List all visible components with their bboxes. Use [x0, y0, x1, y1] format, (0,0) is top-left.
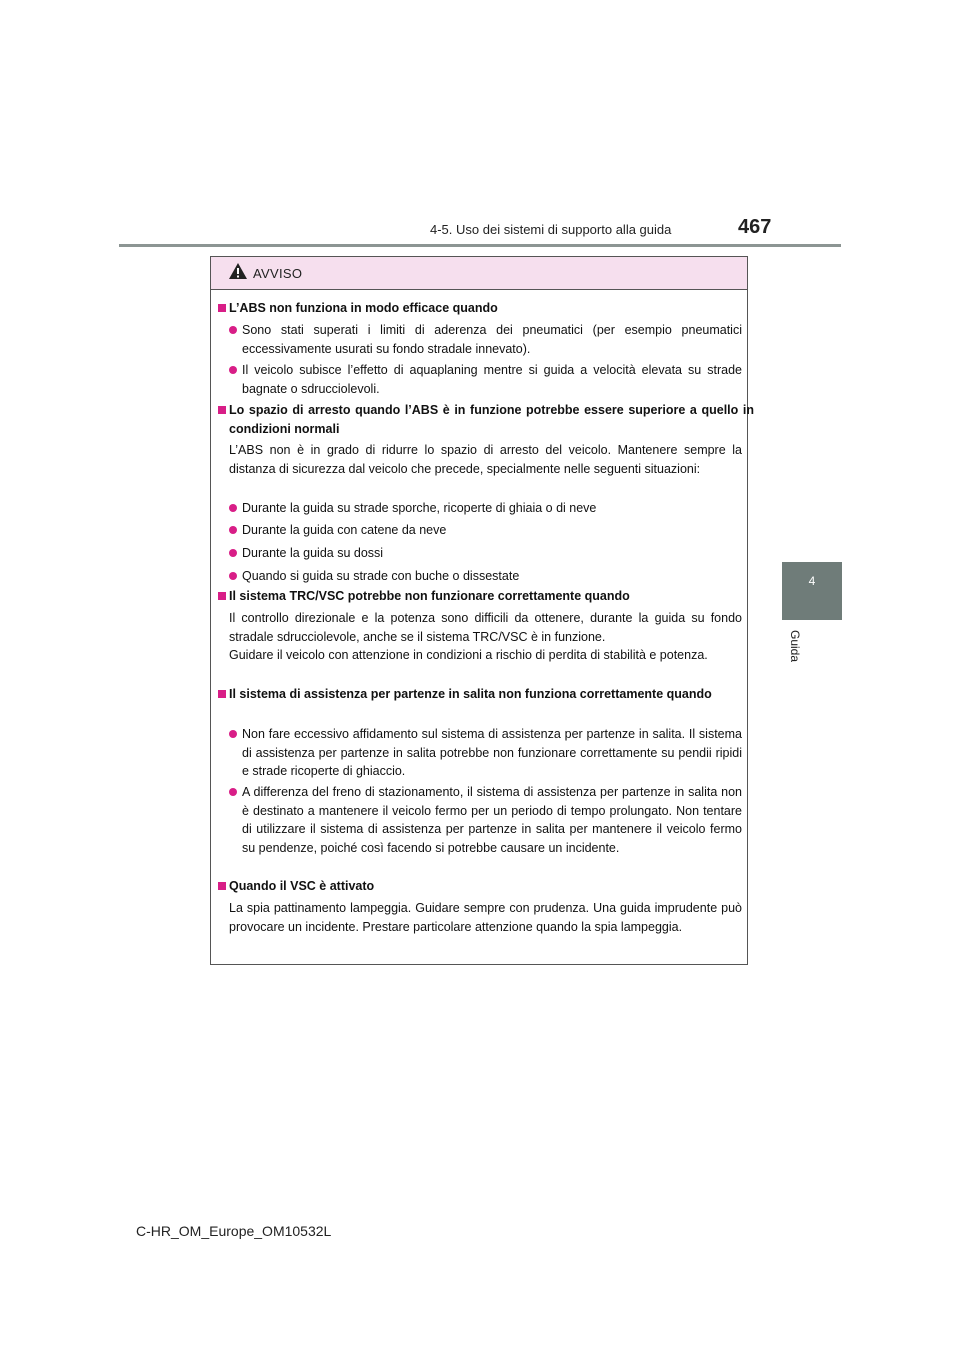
- paragraph: Guidare il veicolo con attenzione in condizioni a rischio di perdita di stabilità e potenza.: [229, 648, 708, 662]
- round-bullet-icon: [229, 788, 237, 796]
- list-item: [229, 783, 742, 857]
- square-bullet-icon: [218, 690, 226, 698]
- list-item-text: A differenza del freno di stazionamento, il sistema di assistenza per partenze in salita non è destinato a mantenere il veicolo fermo per un periodo di tempo prolungato. Non tentare di utilizzare il sistema di assistenza per partenze in salita per mantenere il veicolo fermo su pendenze, poiché così facendo si potrebbe causare un incidente.: [242, 785, 742, 855]
- round-bullet-icon: [229, 326, 237, 334]
- chapter-number: 4: [808, 574, 816, 588]
- list-item: [229, 544, 742, 563]
- list-item-text: Il veicolo subisce l’effetto di aquaplaning mentre si guida a velocità elevata su strade bagnate o sdrucciolevoli.: [242, 363, 742, 396]
- warning-title: AVVISO: [253, 266, 303, 281]
- page-number: 467: [738, 216, 772, 238]
- section-heading-text: Il sistema di assistenza per partenze in salita non funziona correttamente quando: [229, 687, 712, 701]
- section-heading: [218, 587, 754, 606]
- section-heading: [218, 685, 754, 704]
- list-item-text: Non fare eccessivo affidamento sul sistema di assistenza per partenze in salita. Il sistema di assistenza per partenze in salita potrebbe non funzionare correttamente su pendii ripidi e strade ricoperte di ghiaccio.: [242, 727, 742, 778]
- header-rule: [119, 244, 841, 247]
- list-item: [229, 567, 742, 586]
- list-item-text: Sono stati superati i limiti di aderenza dei pneumatici (per esempio pneumatici eccessivamente usurati su fondo stradale innevato).: [242, 323, 742, 356]
- list-item-text: Quando si guida su strade con buche o dissestate: [242, 569, 520, 583]
- chapter-label-text: Guida: [788, 630, 802, 663]
- square-bullet-icon: [218, 304, 226, 312]
- paragraph: L’ABS non è in grado di ridurre lo spazio di arresto del veicolo. Mantenere sempre la distanza di sicurezza dal veicolo che precede, specialmente nelle seguenti situazioni:: [229, 443, 742, 476]
- round-bullet-icon: [229, 730, 237, 738]
- list-item: [229, 361, 742, 398]
- square-bullet-icon: [218, 592, 226, 600]
- list-item-text: Durante la guida su dossi: [242, 546, 384, 560]
- section-heading: [218, 299, 754, 318]
- round-bullet-icon: [229, 549, 237, 557]
- paragraph: La spia pattinamento lampeggia. Guidare sempre con prudenza. Una guida imprudente può provocare un incidente. Prestare particolare attenzione quando la spia lampeggia.: [229, 901, 742, 934]
- chapter-tab: [782, 562, 842, 620]
- square-bullet-icon: [218, 406, 226, 414]
- section-heading-text: L’ABS non funziona in modo efficace quando: [229, 301, 498, 315]
- list-item-text: Durante la guida su strade sporche, ricoperte di ghiaia o di neve: [242, 501, 597, 515]
- warning-header: [211, 257, 747, 290]
- section-heading-text: Quando il VSC è attivato: [229, 879, 375, 893]
- section-heading-text: Lo spazio di arresto quando l’ABS è in funzione potrebbe essere superiore a quello in condizioni normali: [229, 403, 754, 436]
- list-item: [229, 725, 742, 781]
- list-item: [229, 521, 742, 540]
- paragraph: Il controllo direzionale e la potenza sono difficili da ottenere, durante la guida su fondo stradale sdrucciolevole, anche se il sistema TRC/VSC è in funzione.: [229, 611, 742, 644]
- square-bullet-icon: [218, 882, 226, 890]
- list-item: [229, 321, 742, 358]
- round-bullet-icon: [229, 572, 237, 580]
- list-item-text: Durante la guida con catene da neve: [242, 523, 447, 537]
- section-heading: [218, 877, 754, 896]
- document-code: C-HR_OM_Europe_OM10532L: [136, 1223, 332, 1239]
- round-bullet-icon: [229, 526, 237, 534]
- header-section-title: 4-5. Uso dei sistemi di supporto alla guida: [430, 222, 672, 237]
- list-item: [229, 499, 742, 518]
- section-heading-text: Il sistema TRC/VSC potrebbe non funzionare correttamente quando: [229, 589, 630, 603]
- round-bullet-icon: [229, 504, 237, 512]
- round-bullet-icon: [229, 366, 237, 374]
- chapter-label: [786, 630, 806, 690]
- warning-box: [210, 256, 754, 965]
- section-heading: [218, 401, 754, 439]
- warning-triangle-icon: [228, 262, 248, 280]
